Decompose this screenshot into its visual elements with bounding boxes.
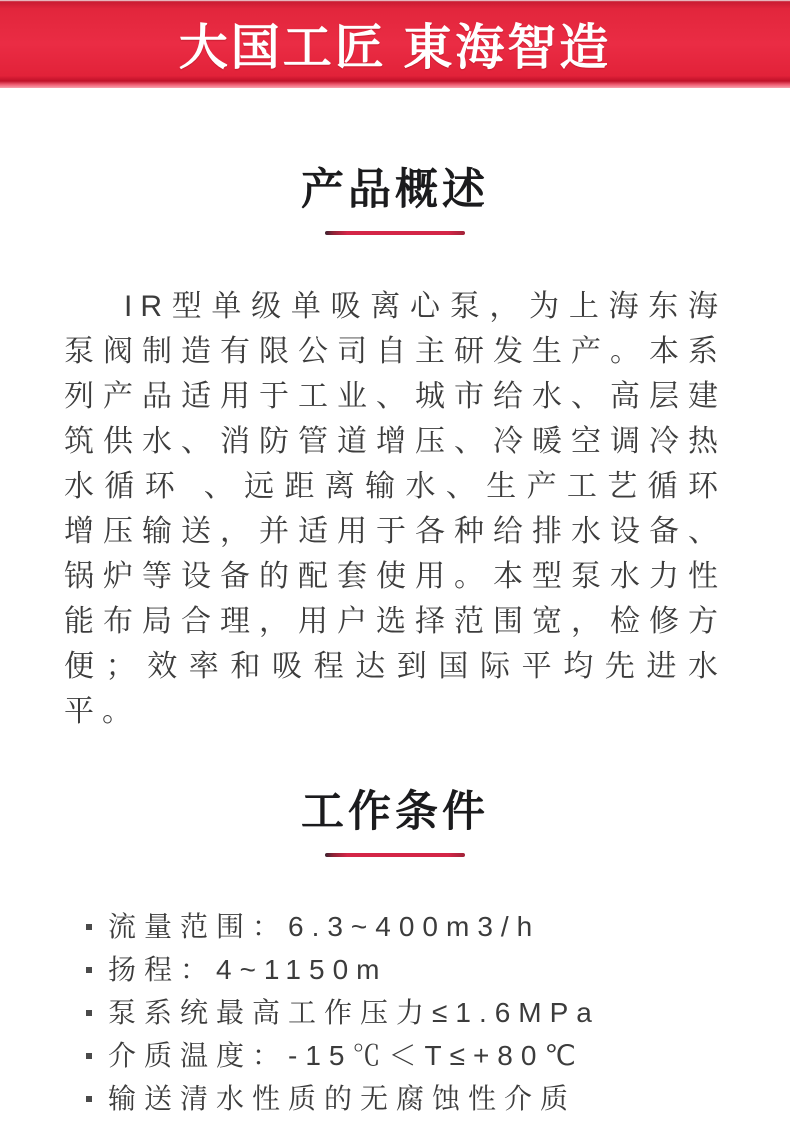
bullet-square-icon — [86, 1096, 92, 1102]
section-product-overview — [0, 164, 790, 734]
condition-text: 扬程：4~1150m — [108, 954, 388, 985]
section-working-conditions — [0, 786, 790, 1120]
condition-item-flow-range — [84, 905, 750, 948]
condition-item-medium-type — [84, 1077, 750, 1120]
condition-text: 流量范围：6.3~400m3/h — [108, 911, 541, 942]
bullet-square-icon — [86, 1053, 92, 1059]
condition-item-medium-temperature — [84, 1034, 750, 1077]
condition-text: 输送清水性质的无腐蚀性介质 — [108, 1083, 577, 1114]
title-underline-decoration — [325, 231, 465, 235]
condition-item-max-pressure — [84, 991, 750, 1034]
condition-text: 介质温度：-15℃＜T≤+80℃ — [108, 1040, 584, 1071]
bullet-square-icon — [86, 924, 92, 930]
section-title-working-conditions: 工作条件 — [301, 788, 489, 836]
condition-text: 泵系统最高工作压力≤1.6MPa — [108, 997, 600, 1028]
condition-item-head — [84, 948, 750, 991]
bullet-square-icon — [86, 967, 92, 973]
brand-banner — [0, 0, 790, 88]
title-underline-decoration — [325, 853, 465, 857]
bullet-square-icon — [86, 1010, 92, 1016]
section-title-product-overview: 产品概述 — [301, 166, 489, 214]
product-overview-paragraph: IR型单级单吸离心泵，为上海东海泵阀制造有限公司自主研发生产。本系列产品适用于工业、城市给水、高层建筑供水、消防管道增压、冷暖空调冷热水循环 、远距离输水、生产工艺循环增压输送，并适用于各种给排水设备、锅炉等设备的配套使用。本型泵水力性能布局合理，用户选择范围宽，检修方便；效率和吸程达到国际平均先进水平。 — [64, 290, 726, 728]
working-conditions-list — [84, 905, 750, 1120]
banner-slogan: 大国工匠 東海智造 — [178, 21, 612, 75]
